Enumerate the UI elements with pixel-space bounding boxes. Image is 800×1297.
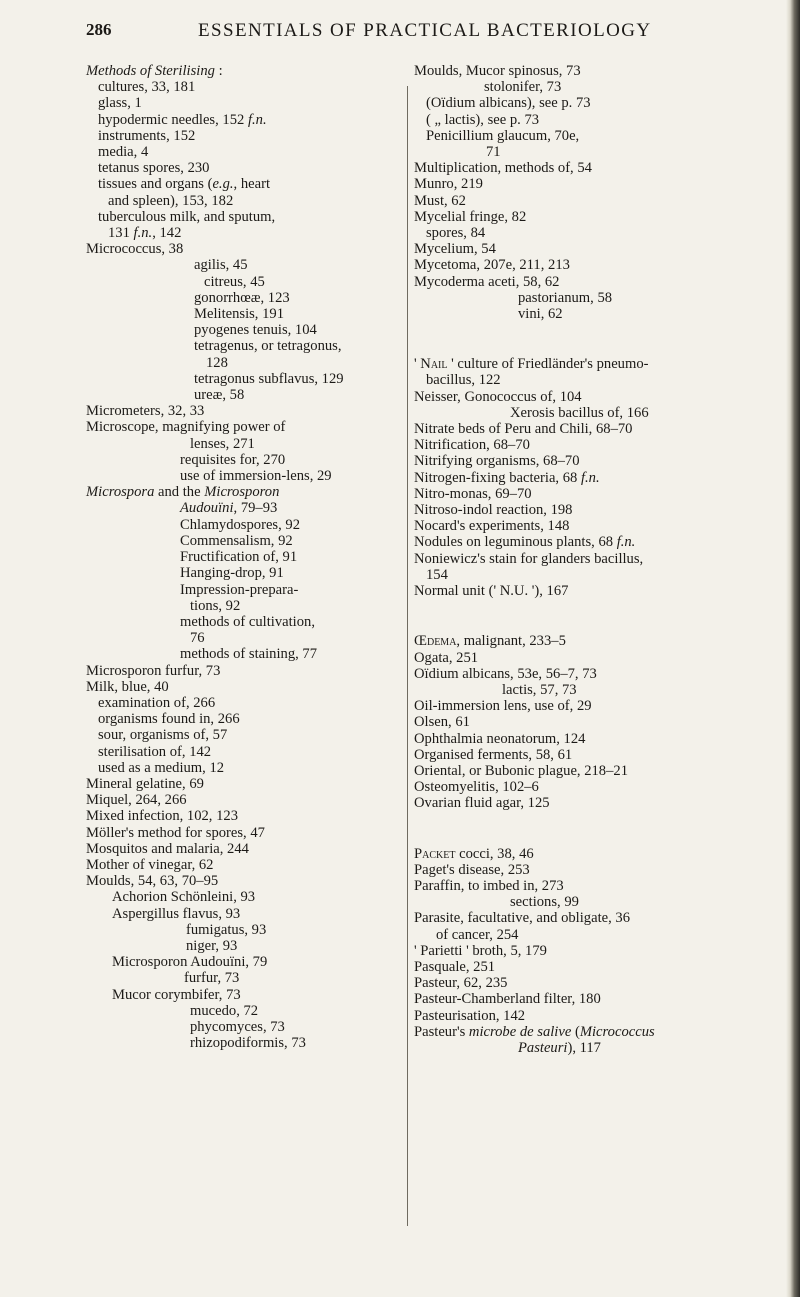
index-entry-text: Penicillium glaucum, 70e, xyxy=(426,127,580,144)
index-entry xyxy=(86,744,404,760)
index-entry xyxy=(414,160,774,176)
index-entry xyxy=(86,922,404,938)
index-entry-text: methods of cultivation, xyxy=(180,613,315,630)
index-entry-text: 154 xyxy=(426,566,448,583)
index-entry-text: , 142 xyxy=(152,225,182,242)
index-entry-text: f.n. xyxy=(616,534,636,551)
index-entry-text: Nitrate beds of Peru and Chili, 68–70 xyxy=(414,421,633,438)
index-entry xyxy=(86,419,404,435)
index-entry xyxy=(86,257,404,273)
index-entry xyxy=(86,792,404,808)
index-entry-text: Pasteur, 62, 235 xyxy=(414,975,508,992)
index-entry xyxy=(414,225,774,241)
index-entry-text: Pasteur-Chamberland filter, 180 xyxy=(414,991,601,1008)
index-entry xyxy=(414,193,774,209)
index-entry xyxy=(86,1003,404,1019)
index-entry-text: cocci, 38, 46 xyxy=(455,845,534,862)
index-entry-text: Multiplication, methods of, 54 xyxy=(414,160,592,177)
index-entry xyxy=(86,484,404,500)
index-entry xyxy=(414,241,774,257)
index-entry-text: Noniewicz's stain for glanders bacillus, xyxy=(414,550,644,567)
index-entry-text: Pasteurisation, 142 xyxy=(414,1007,526,1024)
index-entry-text: Miquel, 264, 266 xyxy=(86,792,187,809)
index-entry xyxy=(414,910,774,926)
index-entry-text: Mosquitos and malaria, 244 xyxy=(86,840,249,857)
index-entry-text: Moulds xyxy=(414,63,459,79)
index-entry-text: Mycelium, 54 xyxy=(414,241,496,258)
index-entry xyxy=(414,453,774,469)
index-entry xyxy=(414,470,774,486)
page-number: 286 xyxy=(86,20,112,39)
index-entry xyxy=(86,209,404,225)
index-entry-text: Organised ferments, 58, 61 xyxy=(414,746,573,763)
index-entry-text: pyogenes tenuis, 104 xyxy=(194,322,317,339)
index-entry xyxy=(414,372,774,388)
index-entry-text: Microsporon Audouïni, 79 xyxy=(112,954,268,971)
index-entry xyxy=(86,452,404,468)
index-entry-text: Packet xyxy=(414,845,456,862)
index-entry-text: Mineral gelatine, 69 xyxy=(86,775,204,792)
index-entry xyxy=(414,846,774,862)
index-entry-text: Fructification of, 91 xyxy=(180,549,298,566)
index-column-left xyxy=(86,63,404,1051)
index-entry-text: Audouïni xyxy=(180,500,234,517)
index-entry xyxy=(414,747,774,763)
index-entry-text: Oriental, or Bubonic plague, 218–21 xyxy=(414,762,628,779)
index-entry-text: niger, 93 xyxy=(186,937,238,954)
index-entry-text: f.n. xyxy=(247,111,267,128)
index-entry-text: instruments, 152 xyxy=(98,127,196,144)
index-entry-text: furfur, 73 xyxy=(184,970,240,987)
index-entry-text: Micrometers, 32, 33 xyxy=(86,403,205,420)
index-entry xyxy=(86,679,404,695)
index-entry-text: sour, organisms of, 57 xyxy=(98,727,228,744)
index-entry-text: Melitensis, 191 xyxy=(194,306,284,323)
index-entry xyxy=(86,160,404,176)
index-entry xyxy=(86,517,404,533)
section-gap xyxy=(414,322,774,356)
section-gap xyxy=(414,812,774,846)
index-entry-text: Milk, blue, 40 xyxy=(86,678,169,695)
index-entry-text: gonorrhœæ, 123 xyxy=(194,289,290,306)
index-entry xyxy=(414,306,774,322)
index-entry xyxy=(414,1040,774,1056)
index-entry-text: tissues and organs ( xyxy=(98,176,213,193)
index-entry-text: sterilisation of, 142 xyxy=(98,743,212,760)
index-entry xyxy=(414,128,774,144)
index-entry-text: used as a medium, 12 xyxy=(98,759,225,776)
index-entry-text: tetragonus subflavus, 129 xyxy=(194,370,344,387)
index-entry-text: Ophthalmia neonatorum, 124 xyxy=(414,730,586,747)
index-entry-text: Pasquale, 251 xyxy=(414,958,496,975)
index-entry xyxy=(414,144,774,160)
index-entry xyxy=(86,760,404,776)
index-entry xyxy=(86,582,404,598)
index-entry-text: sections, 99 xyxy=(510,894,579,911)
index-entry xyxy=(86,112,404,128)
index-entry xyxy=(414,975,774,991)
index-entry-text: Mycelial fringe, 82 xyxy=(414,208,527,225)
index-entry-text: stolonifer, 73 xyxy=(484,79,562,96)
index-entry xyxy=(86,436,404,452)
index-entry-text: Pasteur's xyxy=(414,1023,469,1040)
page-edge-shadow xyxy=(786,0,800,1297)
index-entry-text: , heart xyxy=(233,176,270,193)
index-entry-text: (Oïdium albicans), see p. 73 xyxy=(426,95,591,112)
index-entry xyxy=(86,176,404,192)
index-entry xyxy=(414,79,774,95)
index-entry xyxy=(86,727,404,743)
index-entry xyxy=(86,776,404,792)
column-divider xyxy=(407,86,408,1226)
index-entry xyxy=(414,1008,774,1024)
index-entry xyxy=(86,889,404,905)
index-entry xyxy=(414,290,774,306)
index-entry-text: of cancer, 254 xyxy=(436,926,519,943)
index-entry-text: : xyxy=(214,63,223,79)
index-entry xyxy=(414,927,774,943)
index-entry-text: tetanus spores, 230 xyxy=(98,160,210,177)
index-entry-text: ' Parietti ' broth, 5, 179 xyxy=(414,942,547,959)
index-entry xyxy=(86,95,404,111)
index-entry-text: cultures, 33, 181 xyxy=(98,79,196,96)
index-entry xyxy=(86,468,404,484)
index-entry-text: ( „ lactis), see p. 73 xyxy=(426,111,540,128)
index-entry-text: Mucor corymbifer, 73 xyxy=(112,986,241,1003)
index-entry-text: lenses, 271 xyxy=(190,435,255,452)
index-entry-text: Mycoderma aceti, 58, 62 xyxy=(414,273,560,290)
index-entry xyxy=(414,274,774,290)
index-entry xyxy=(86,371,404,387)
index-entry xyxy=(86,290,404,306)
index-entry xyxy=(86,193,404,209)
index-entry-text: citreus, 45 xyxy=(204,273,265,290)
index-entry-text: Nocard's experiments, 148 xyxy=(414,518,570,535)
index-entry-text: Micrococcus xyxy=(86,241,162,258)
index-entry-text: Mycetoma, 207e, 211, 213 xyxy=(414,257,570,274)
index-entry-text: Parasite, facultative, and obligate, 36 xyxy=(414,910,630,927)
index-entry xyxy=(414,176,774,192)
index-entry-text: glass, 1 xyxy=(98,95,142,112)
index-entry-text: phycomyces, 73 xyxy=(190,1018,285,1035)
index-entry-text: mucedo, 72 xyxy=(190,1002,259,1019)
index-entry-text: Oil-immersion lens, use of, 29 xyxy=(414,698,592,715)
index-column-right xyxy=(414,63,774,1056)
index-entry-text: Mother of vinegar, 62 xyxy=(86,856,214,873)
index-entry-text: Microsporon furfur, 73 xyxy=(86,662,221,679)
index-entry xyxy=(86,663,404,679)
index-entry xyxy=(86,403,404,419)
index-entry xyxy=(414,63,774,79)
index-entry-text: , 54, 63, 70–95 xyxy=(130,873,219,890)
index-entry-text: Möller's method for spores, 47 xyxy=(86,824,265,841)
index-entry-text: Paraffin, to imbed in, 273 xyxy=(414,877,564,894)
index-entry xyxy=(86,500,404,516)
index-entry-text: Mixed infection, 102, 123 xyxy=(86,808,238,825)
index-entry xyxy=(86,841,404,857)
index-entry xyxy=(86,128,404,144)
index-entry xyxy=(86,711,404,727)
index-entry xyxy=(414,257,774,273)
page-header xyxy=(86,20,706,50)
index-entry-text: 71 xyxy=(486,144,501,161)
index-entry xyxy=(86,938,404,954)
index-entry-text: Nitrifying organisms, 68–70 xyxy=(414,453,580,470)
index-entry xyxy=(86,79,404,95)
index-entry xyxy=(86,906,404,922)
index-entry xyxy=(86,808,404,824)
index-entry xyxy=(86,225,404,241)
index-entry-text: e.g. xyxy=(212,176,234,193)
index-entry xyxy=(414,437,774,453)
index-entry xyxy=(414,682,774,698)
index-entry xyxy=(414,763,774,779)
index-entry-text: microbe de salive xyxy=(468,1023,572,1040)
index-entry-text: agilis, 45 xyxy=(194,257,248,274)
index-entry xyxy=(86,1035,404,1051)
index-entry-text: Nitrification, 68–70 xyxy=(414,437,530,454)
index-entry xyxy=(86,630,404,646)
index-entry-text: ureæ, 58 xyxy=(194,387,245,404)
index-entry xyxy=(86,338,404,354)
index-entry-text: Nitrogen-fixing bacteria, 68 xyxy=(414,469,581,486)
index-entry-text: ), 117 xyxy=(567,1039,601,1056)
index-entry-text: Ovarian fluid agar, 125 xyxy=(414,795,550,812)
index-entry-text: , Mucor spinosus, 73 xyxy=(458,63,581,79)
index-entry xyxy=(86,387,404,403)
index-entry xyxy=(86,144,404,160)
index-entry-text: tuberculous milk, and sputum, xyxy=(98,208,276,225)
index-entry-text: Olsen, 61 xyxy=(414,714,470,731)
index-entry-text: , 79–93 xyxy=(233,500,278,517)
index-entry xyxy=(86,533,404,549)
index-entry xyxy=(414,389,774,405)
index-entry-text: rhizopodiformis, 73 xyxy=(190,1035,306,1052)
index-entry xyxy=(414,567,774,583)
index-entry-text: methods of staining, 77 xyxy=(180,646,318,663)
index-entry xyxy=(86,322,404,338)
index-entry xyxy=(86,565,404,581)
index-entry-text: Nitro-monas, 69–70 xyxy=(414,485,532,502)
index-entry-text: Nitroso-indol reaction, 198 xyxy=(414,502,573,519)
index-entry xyxy=(414,894,774,910)
index-entry xyxy=(414,698,774,714)
index-entry-text: f.n. xyxy=(580,469,600,486)
index-entry-text: Osteomyelitis, 102–6 xyxy=(414,779,539,796)
index-entry-text: tions, 92 xyxy=(190,597,241,614)
index-entry xyxy=(414,731,774,747)
index-entry-text: Moulds xyxy=(86,873,131,890)
index-entry xyxy=(414,356,774,372)
index-entry xyxy=(414,878,774,894)
index-entry-text: pastorianum, 58 xyxy=(518,289,613,306)
index-entry-text: Impression-prepara- xyxy=(180,581,299,598)
index-entry-text: , 38 xyxy=(161,241,184,258)
index-entry-text: and spleen), 153, 182 xyxy=(108,192,234,209)
index-entry xyxy=(414,518,774,534)
index-entry xyxy=(86,970,404,986)
index-entry xyxy=(86,987,404,1003)
index-entry xyxy=(86,241,404,257)
index-entry-text: hypodermic needles, 152 xyxy=(98,111,248,128)
index-entry-text: use of immersion-lens, 29 xyxy=(180,468,332,485)
index-entry-text: examination of, 266 xyxy=(98,694,216,711)
index-entry xyxy=(86,857,404,873)
index-entry-text: lactis, 57, 73 xyxy=(502,681,577,698)
index-entry xyxy=(414,795,774,811)
index-entry xyxy=(414,405,774,421)
index-entry-text: Must, 62 xyxy=(414,192,466,209)
index-entry-text: Microspora xyxy=(86,484,155,501)
index-entry-text: Chlamydospores, 92 xyxy=(180,516,300,533)
index-entry xyxy=(414,943,774,959)
index-entry-text: Normal unit (' N.U. '), 167 xyxy=(414,583,569,600)
index-entry xyxy=(86,873,404,889)
index-entry xyxy=(414,991,774,1007)
index-entry-text: Paget's disease, 253 xyxy=(414,861,530,878)
index-entry xyxy=(414,112,774,128)
index-entry xyxy=(414,666,774,682)
index-entry-text: Micrococcus xyxy=(579,1023,655,1040)
index-entry-text: Oïdium albicans, 53e, 56–7, 73 xyxy=(414,665,597,682)
index-entry xyxy=(86,598,404,614)
index-entry xyxy=(414,95,774,111)
index-entry-text: 131 xyxy=(108,225,134,242)
index-entry xyxy=(86,306,404,322)
index-entry xyxy=(86,646,404,662)
index-entry xyxy=(86,274,404,290)
running-head: ESSENTIALS OF PRACTICAL BACTERIOLOGY xyxy=(198,20,652,41)
index-entry-text: spores, 84 xyxy=(426,225,486,242)
index-entry xyxy=(414,633,774,649)
index-entry-text: media, 4 xyxy=(98,144,149,161)
index-entry-text: Commensalism, 92 xyxy=(180,532,293,549)
index-entry xyxy=(414,959,774,975)
index-entry xyxy=(414,779,774,795)
index-entry xyxy=(414,421,774,437)
index-entry-text: Aspergillus flavus, 93 xyxy=(112,905,241,922)
index-entry-text: tetragenus, or tetragonus, xyxy=(194,338,342,355)
index-entry-text: requisites for, 270 xyxy=(180,451,286,468)
index-entry xyxy=(86,355,404,371)
index-entry xyxy=(414,714,774,730)
index-entry-text: 128 xyxy=(206,354,228,371)
index-entry xyxy=(414,650,774,666)
index-entry-text: vini, 62 xyxy=(518,306,563,323)
index-entry-text: ( xyxy=(571,1023,580,1040)
index-entry xyxy=(86,825,404,841)
index-entry-text: bacillus, 122 xyxy=(426,372,501,389)
index-entry-text: Xerosis bacillus of, 166 xyxy=(510,404,649,421)
index-entry-text: Methods of Sterilising xyxy=(86,63,215,79)
index-entry-text: Nail xyxy=(420,356,448,373)
index-entry-text: f.n. xyxy=(133,225,153,242)
index-entry xyxy=(86,614,404,630)
index-entry xyxy=(86,1019,404,1035)
index-entry-text: Hanging-drop, 91 xyxy=(180,565,284,582)
index-entry-text: Pasteuri xyxy=(518,1039,568,1056)
index-entry-text: Œdema xyxy=(414,633,457,650)
index-entry xyxy=(86,549,404,565)
index-entry-text: ' culture of Friedländer's pneumo- xyxy=(447,356,649,373)
index-entry xyxy=(414,502,774,518)
index-entry-text: fumigatus, 93 xyxy=(186,921,267,938)
index-entry-text: Nodules on leguminous plants, 68 xyxy=(414,534,617,551)
index-entry xyxy=(86,63,404,79)
index-entry-text: Ogata, 251 xyxy=(414,649,479,666)
index-entry-text: Munro, 219 xyxy=(414,176,483,193)
index-entry-text: , malignant, 233–5 xyxy=(456,633,566,650)
index-entry xyxy=(414,209,774,225)
index-entry xyxy=(414,551,774,567)
index-entry-text: and the xyxy=(154,484,205,501)
index-entry xyxy=(414,583,774,599)
index-entry xyxy=(414,534,774,550)
index-entry-text: Neisser, Gonococcus of, 104 xyxy=(414,388,582,405)
index-entry-text: Achorion Schönleini, 93 xyxy=(112,889,256,906)
index-entry xyxy=(414,1024,774,1040)
index-entry xyxy=(414,486,774,502)
index-entry-text: ' xyxy=(414,356,421,373)
index-entry-text: 76 xyxy=(190,630,205,647)
index-entry-text: organisms found in, 266 xyxy=(98,711,240,728)
index-entry xyxy=(414,862,774,878)
index-entry-text: Microsporon xyxy=(204,484,280,501)
section-gap xyxy=(414,599,774,633)
index-entry xyxy=(86,695,404,711)
index-entry xyxy=(86,954,404,970)
index-entry-text: Microscope, magnifying power of xyxy=(86,419,286,436)
